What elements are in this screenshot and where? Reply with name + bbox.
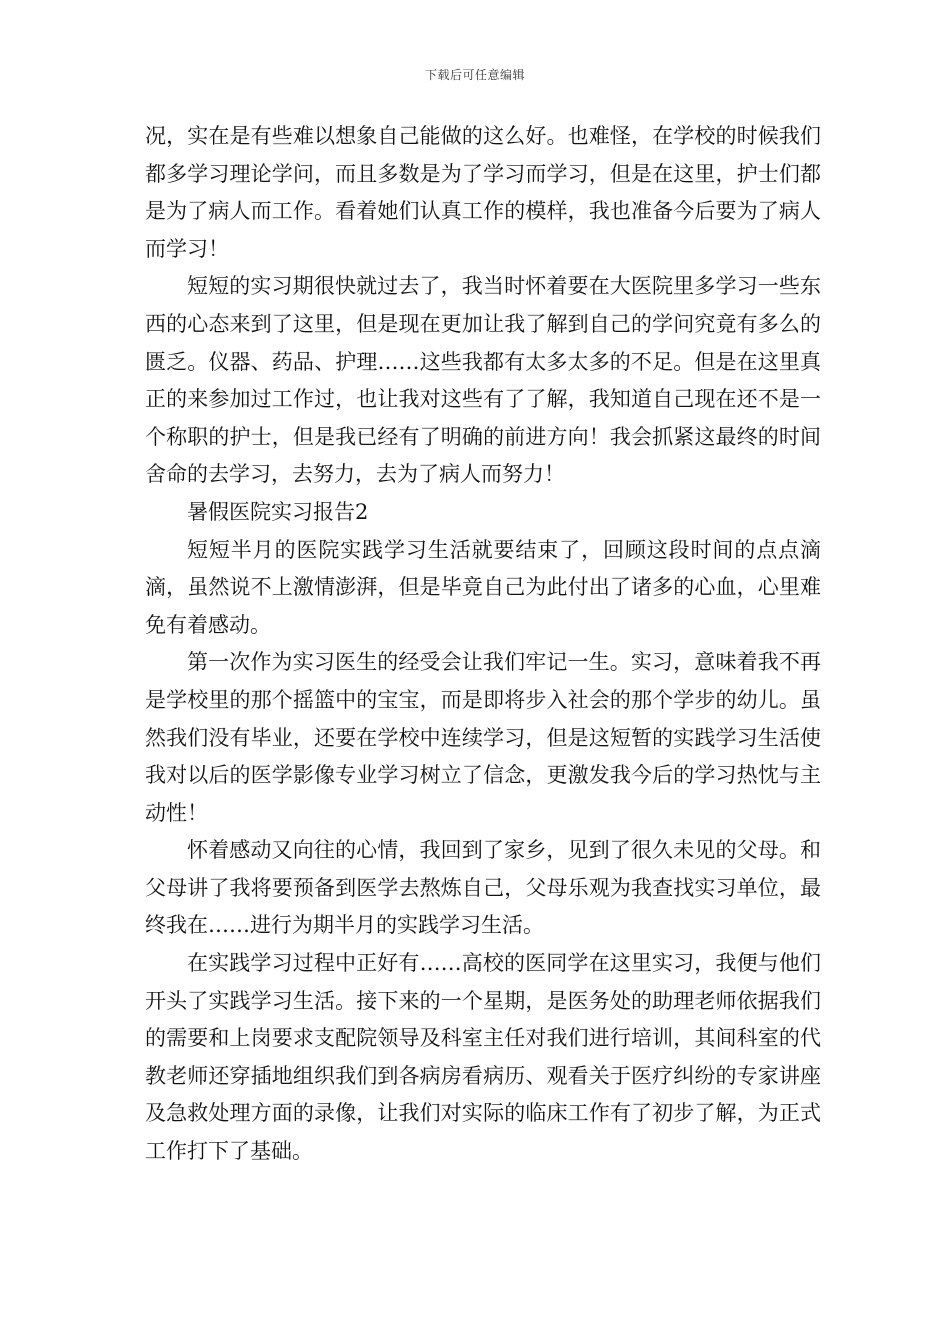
section-heading: 暑假医院实习报告2: [187, 499, 369, 524]
paragraph: 第一次作为实习医生的经受会让我们牢记一生。实习，意味着我不再是学校里的那个摇篮中的宝宝，而是即将步入社会的那个学步的幼儿。虽然我们没有毕业，还要在学校中连续学习，但是这短暂的实践学习生活使我对以后的医学影像专业学习树立了信念，更激发我今后的学习热忱与主动性！: [145, 650, 821, 825]
paragraph: 在实践学习过程中正好有……高校的医同学在这里实习，我便与他们开头了实践学习生活。接下来的一个星期，是医务处的助理老师依据我们的需要和上岗要求支配院领导及科室主任对我们进行培训，其间科室的代教老师还穿插地组织我们到各病房看病历、观看关于医疗纠纷的专家讲座及急救处理方面的录像，让我们对实际的临床工作有了初步了解，为正式工作打下了基础。: [145, 951, 821, 1164]
paragraph: 短短的实习期很快就过去了，我当时怀着要在大医院里多学习一些东西的心态来到了这里，但是现在更加让我了解到自己的学问究竟有多么的匮乏。仪器、药品、护理……这些我都有太多太多的不足。但是在这里真正的来参加过工作过，也让我对这些有了了解，我知道自己现在还不是一个称职的护士，但是我已经有了明确的前进方向！我会抓紧这最终的时间舍命的去学习，去努力，去为了病人而努力！: [145, 274, 821, 487]
page-header-note: 下载后可任意编辑: [424, 68, 525, 82]
paragraph: 怀着感动又向往的心情，我回到了家乡，见到了很久未见的父母。和父母讲了我将要预备到医学去熬炼自己，父母乐观为我查找实习单位，最终我在……进行为期半月的实践学习生活。: [145, 838, 821, 938]
paragraph-continuation: 况，实在是有些难以想象自己能做的这么好。也难怪，在学校的时候我们都多学习理论学问，而且多数是为了学习而学习，但是在这里，护士们都是为了病人而工作。看着她们认真工作的模样，我也准备今后要为了病人而学习！: [145, 124, 821, 261]
document-body: [145, 118, 821, 1171]
paragraph: 短短半月的医院实践学习生活就要结束了，回顾这段时间的点点滴滴，虽然说不上激情澎湃，但是毕竟自己为此付出了诸多的心血，心里难免有着感动。: [145, 537, 821, 637]
